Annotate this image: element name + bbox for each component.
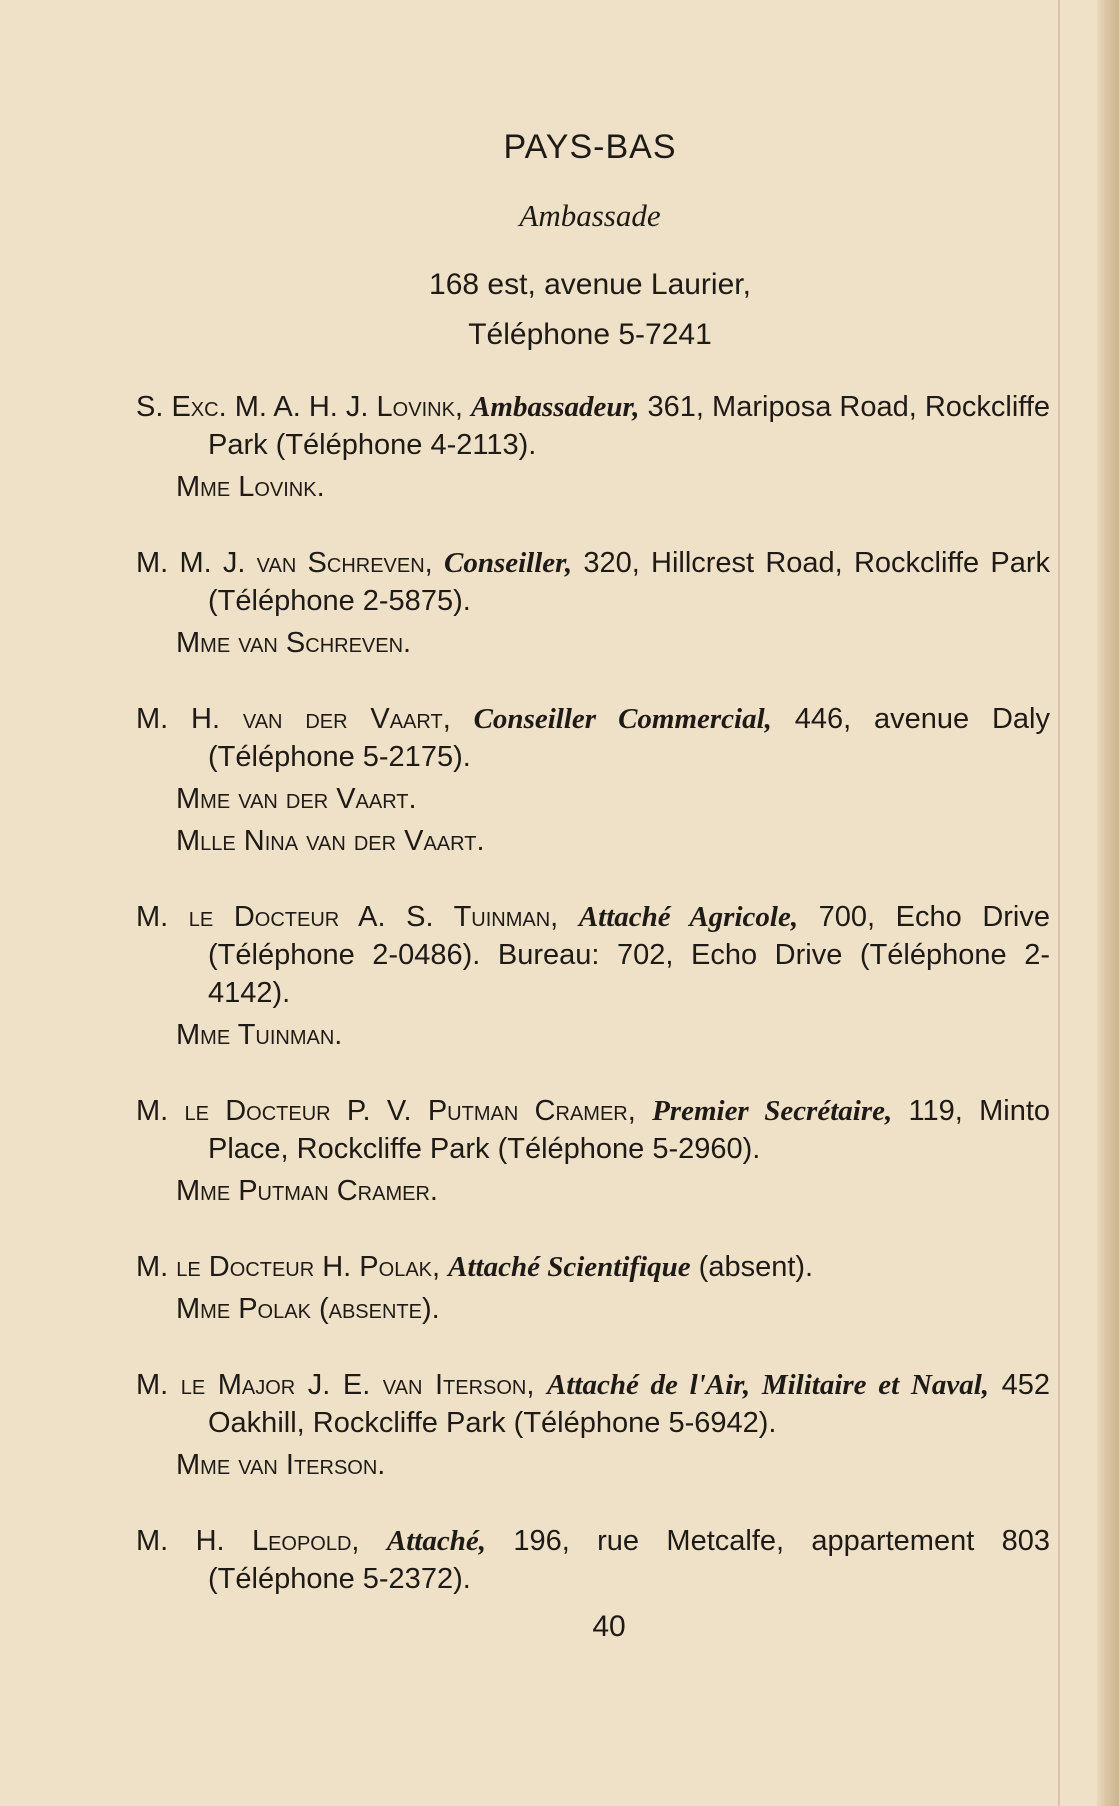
staff-entry (136, 1366, 1050, 1484)
staff-role: Attaché Scientifique (448, 1251, 691, 1283)
staff-entry-main (136, 1248, 1050, 1286)
page-number: 40 (592, 1610, 626, 1643)
spouse-line: Mme Polak (absente). (176, 1293, 440, 1325)
staff-role: Conseiller Commercial, (473, 703, 772, 735)
page-title: PAYS-BAS (503, 128, 677, 166)
staff-entry (136, 1092, 1050, 1210)
staff-details: 361, Mariposa Road, Rockcliffe Park (Téléphone 4-2113). (208, 391, 1051, 461)
staff-entry (136, 700, 1050, 860)
spouse-line: Mme van der Vaart. (176, 783, 417, 815)
staff-role: Attaché Agricole, (578, 901, 799, 933)
staff-entry-main (136, 898, 1050, 1012)
page-edge (1097, 0, 1119, 1806)
staff-entry (136, 544, 1050, 662)
staff-entry-main (136, 1366, 1050, 1442)
staff-role: Premier Secrétaire, (652, 1095, 893, 1127)
address-line: 168 est, avenue Laurier, (429, 268, 751, 301)
staff-details: 446, avenue Daly (Téléphone 5-2175). (208, 703, 1050, 773)
embassy-address (0, 260, 1119, 360)
staff-role: Attaché de l'Air, Militaire et Naval, (546, 1369, 990, 1401)
staff-details: 452 Oakhill, Rockcliffe Park (Téléphone 5-6942). (208, 1369, 1050, 1439)
staff-name: S. Exc. M. A. H. J. Lovink, (136, 391, 463, 423)
staff-entry (136, 388, 1050, 506)
staff-role: Ambassadeur, (471, 391, 640, 423)
staff-name: M. H. Leopold, (136, 1525, 360, 1557)
staff-entry-main (136, 544, 1050, 620)
spouse-line: Mme Tuinman. (176, 1019, 343, 1051)
staff-details: 196, rue Metcalfe, appartement 803 (Téléphone 5-2372). (208, 1525, 1051, 1595)
staff-details: 320, Hillcrest Road, Rockcliffe Park (Téléphone 2-5875). (208, 547, 1050, 617)
staff-entry (136, 898, 1050, 1054)
staff-name: M. le Major J. E. van Iterson, (136, 1369, 535, 1401)
staff-entry (136, 1248, 1050, 1328)
spouse-line: Mme van Schreven. (176, 627, 412, 659)
staff-entry-main (136, 388, 1050, 464)
phone-line: Téléphone 5-7241 (468, 318, 712, 351)
spouse-line: Mme van Iterson. (176, 1449, 386, 1481)
spouse-line: Mlle Nina van der Vaart. (176, 825, 485, 857)
staff-list (136, 388, 1050, 1636)
staff-name: M. le Docteur A. S. Tuinman, (136, 901, 559, 933)
staff-details: (absent). (698, 1251, 814, 1283)
spouse-line: Mme Lovink. (176, 471, 325, 503)
staff-entry-main (136, 1522, 1050, 1598)
staff-entry-main (136, 700, 1050, 776)
staff-name: M. le Docteur P. V. Putman Cramer, (136, 1095, 636, 1127)
staff-entry (136, 1522, 1050, 1598)
staff-entry-main (136, 1092, 1050, 1168)
staff-details: 119, Minto Place, Rockcliffe Park (Téléphone 5-2960). (208, 1095, 1051, 1165)
staff-name: M. M. J. van Schreven, (136, 547, 433, 579)
staff-name: M. le Docteur H. Polak, (136, 1251, 441, 1283)
section-subtitle: Ambassade (519, 198, 661, 233)
spouse-line: Mme Putman Cramer. (176, 1175, 438, 1207)
staff-role: Conseiller, (443, 547, 573, 579)
staff-details: 700, Echo Drive (Téléphone 2-0486). Bureau: 702, Echo Drive (Téléphone 2-4142). (208, 901, 1051, 1009)
staff-role: Attaché, (386, 1525, 486, 1557)
staff-name: M. H. van der Vaart, (136, 703, 451, 735)
